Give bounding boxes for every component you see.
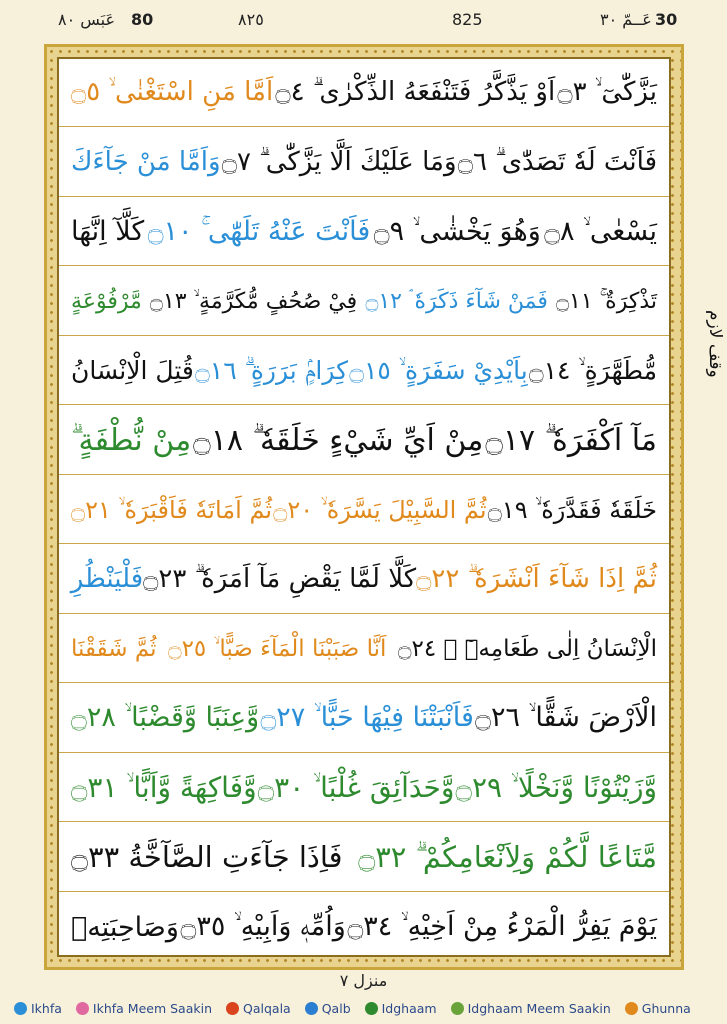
legend-item (226, 1001, 291, 1016)
verse-segment: فَمَنْ شَآءَ ذَكَرَهٗ ۘ ۝١٢ (365, 288, 548, 314)
verse-segment: الْاَرْضَ شَقًّا ۙ ۝٢٦ (475, 702, 657, 733)
verse-line (59, 59, 669, 127)
verse-segment: مُّطَهَّرَةٍ ۙ ۝١٤ (528, 355, 657, 385)
verse-segment: مَّرْفُوْعَةٍ (71, 288, 142, 314)
verse-line (59, 824, 669, 892)
legend-label: Qalb (321, 1000, 351, 1016)
page-number-arabic: ٨٢٥ (238, 10, 264, 29)
verse-segment: اَنَّا صَبَبْنَا الْمَآءَ صَبًّا ۙ ۝٢٥ (168, 635, 387, 662)
verse-segment: فَاَنْبَتْنَا فِيْهَا حَبًّا ۙ ۝٢٧ (260, 702, 474, 733)
verse-segment: فَاَنْتَ عَنْهُ تَلَهّٰى ۚ ۝١٠ (147, 215, 371, 247)
juz-name-arabic: عَــمّ ٣٠ (600, 10, 652, 29)
verse-segment: يَزَّكّٰىٓ ۙ ۝٣ (557, 77, 657, 107)
verse-segment: كَلَّآ اِنَّهَا (71, 216, 145, 247)
verse-segment: اَوْ يَذَّكَّرُ فَتَنْفَعَهُ الذِّكْرٰى ۗ ۝٤ (275, 77, 556, 107)
legend-label: Idghaam (381, 1000, 437, 1016)
legend-label: Ghunna (641, 1000, 691, 1016)
verse-segment: خَلَقَهٗ فَقَدَّرَهٗ ۙ ۝١٩ (487, 495, 657, 524)
verse-segment: فَاَنْتَ لَهٗ تَصَدّٰى ۗ ۝٦ (457, 146, 657, 177)
verse-segment: قُتِلَ الْاِنْسَانُ (71, 356, 194, 385)
legend-item (451, 1001, 611, 1016)
page-border (44, 44, 684, 970)
verse-segment: وَاُمِّهٖ وَاَبِيْهِ ۙ ۝٣٥ (180, 911, 346, 942)
color-swatch-icon (305, 1002, 318, 1015)
verse-segment: يَوْمَ يَفِرُّ الْمَرْءُ مِنْ اَخِيْهِ ۙ ۝٣٤ (347, 911, 657, 942)
manzil-label: منزل ٧ (339, 971, 388, 990)
legend-item (14, 1001, 62, 1016)
color-swatch-icon (625, 1002, 638, 1015)
verse-line (59, 893, 669, 961)
page-header (0, 0, 727, 44)
tajweed-legend (14, 997, 714, 1019)
verse-segment: بِاَيْدِيْ سَفَرَةٍ ۙ ۝١٥ (349, 355, 528, 385)
verse-segment: مَّتَاعًا لَّكُمْ وَلِاَنْعَامِكُمْ ۗ ۝٣٢ (358, 839, 657, 874)
legend-label: Ikhfa (31, 1000, 62, 1016)
verse-line (59, 615, 669, 683)
verse-segment: الْاِنْسَانُ اِلٰى طَعَامِهٖٓ ۙ ۝٢٤ (398, 635, 657, 662)
juz-number: 30 (655, 10, 678, 29)
verse-line (59, 546, 669, 614)
legend-label: Ikhfa Meem Saakin (92, 1000, 213, 1016)
verse-segment: ثُمَّ اَمَاتَهٗ فَاَقْبَرَهٗ ۙ ۝٢١ (71, 495, 273, 524)
verse-segment: وَّفَاكِهَةً وَّاَبًّا ۙ ۝٣١ (71, 770, 257, 804)
verse-segment: وَّحَدَآئِقَ غُلْبًا ۙ ۝٣٠ (257, 770, 455, 804)
waqf-lazim-label: وقف لازم (705, 310, 725, 378)
surah-number: 80 (131, 10, 154, 29)
verse-line (59, 476, 669, 544)
verse-segment: كِرَامٍۢ بَرَرَةٍ ۗ ۝١٦ (195, 355, 349, 385)
verse-segment: يَسْعٰى ۙ ۝٨ (544, 215, 657, 247)
verse-segment: مِنْ اَيِّ شَيْءٍ خَلَقَهٗ ۗ ۝١٨ (193, 422, 484, 458)
verse-segment: مَآ اَكْفَرَهٗ ۗ ۝١٧ (485, 422, 657, 458)
legend-item (625, 1001, 691, 1016)
verse-line (59, 198, 669, 266)
verse-segment: ثُمَّ السَّبِيْلَ يَسَّرَهٗ ۙ ۝٢٠ (273, 495, 487, 524)
color-swatch-icon (451, 1002, 464, 1015)
page-number: 825 (452, 10, 483, 29)
verse-segment: مِنْ نُّطْفَةٍ ۗ (71, 422, 192, 458)
color-swatch-icon (365, 1002, 378, 1015)
quran-text-area (57, 57, 671, 957)
verse-line (59, 685, 669, 753)
legend-item (305, 1001, 351, 1016)
color-swatch-icon (76, 1002, 89, 1015)
verse-segment: كَلَّا لَمَّا يَقْضِ مَآ اَمَرَهٗ ۗ ۝٢٣ (143, 563, 417, 594)
verse-segment: فَلْيَنْظُرِ (70, 564, 144, 594)
surah-name-arabic: عَبَس ٨٠ (58, 10, 116, 29)
verse-line (59, 337, 669, 405)
verse-segment: وَصَاحِبَتِهٖ (71, 911, 179, 943)
verse-segment: فِيْ صُحُفٍ مُّكَرَّمَةٍ ۙ ۝١٣ (150, 288, 358, 314)
verse-line (59, 407, 669, 475)
color-swatch-icon (226, 1002, 239, 1015)
color-swatch-icon (14, 1002, 27, 1015)
legend-item (365, 1001, 437, 1016)
verse-segment: ثُمَّ شَقَقْنَا (71, 635, 157, 662)
verse-segment: وَّزَيْتُوْنًا وَّنَخْلًا ۙ ۝٢٩ (455, 770, 657, 804)
verse-segment: وَاَمَّا مَنْ جَآءَكَ (71, 147, 221, 177)
verse-segment: فَاِذَا جَآءَتِ الصَّآخَّةُ ۝٣٣ (71, 840, 343, 874)
verse-segment: وَهُوَ يَخْشٰى ۙ ۝٩ (373, 215, 541, 247)
verse-segment: ثُمَّ اِذَا شَآءَ اَنْشَرَهٗ ۗ ۝٢٢ (416, 563, 657, 594)
legend-label: Qalqala (243, 1000, 291, 1016)
legend-label: Idghaam Meem Saakin (467, 1000, 611, 1016)
verse-line (59, 754, 669, 822)
verse-segment: وَّعِنَبًا وَّقَضْبًا ۙ ۝٢٨ (71, 702, 260, 733)
verse-line (59, 268, 669, 336)
verse-segment: اَمَّا مَنِ اسْتَغْنٰى ۙ ۝٥ (71, 77, 274, 107)
verse-segment: وَمَا عَلَيْكَ اَلَّا يَزَّكّٰى ۗ ۝٧ (221, 146, 457, 177)
legend-item (76, 1001, 212, 1016)
verse-line (59, 129, 669, 197)
verse-segment: تَذْكِرَةٌ ۚ ۝١١ (556, 288, 657, 314)
